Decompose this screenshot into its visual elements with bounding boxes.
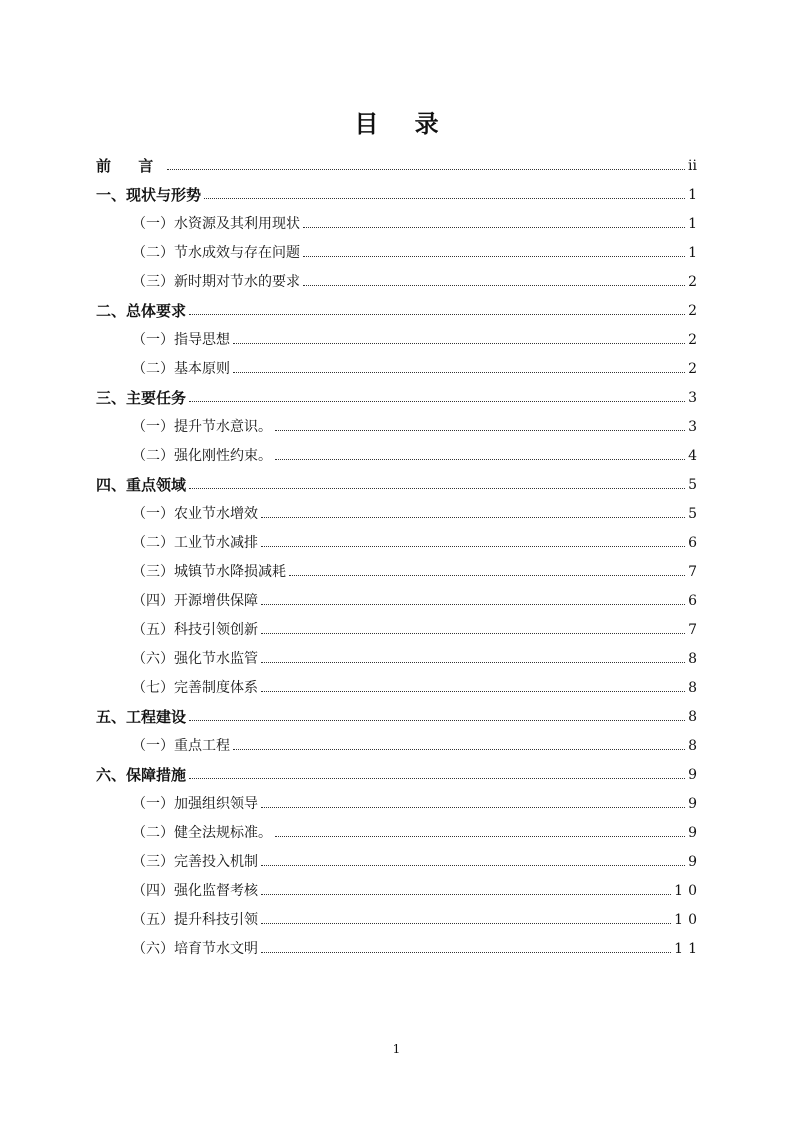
toc-entry-label: （五）提升科技引领 <box>132 912 258 928</box>
toc-entry-page: 6 <box>688 535 697 551</box>
toc-dot-leader <box>261 662 685 663</box>
toc-dot-leader <box>303 227 685 228</box>
toc-entry[interactable] <box>96 846 697 875</box>
toc-entry-page: ii <box>688 158 697 174</box>
toc-dot-leader <box>189 720 685 721</box>
toc-dot-leader <box>167 169 685 170</box>
toc-entry[interactable] <box>96 295 697 324</box>
toc-entry-page: 3 <box>688 419 697 435</box>
toc-entry-label: （二）节水成效与存在问题 <box>132 245 300 261</box>
toc-entry-page: 8 <box>688 738 697 754</box>
toc-entry[interactable] <box>96 585 697 614</box>
toc-entry-label: 四、重点领域 <box>96 476 187 494</box>
toc-entry-page: 5 <box>688 477 697 493</box>
toc-entry[interactable] <box>96 701 697 730</box>
toc-entry-page: 4 <box>688 448 697 464</box>
toc-entry-label: （一）水资源及其利用现状 <box>132 216 300 232</box>
toc-entry[interactable] <box>96 498 697 527</box>
toc-dot-leader <box>233 343 685 344</box>
toc-dot-leader <box>189 488 685 489</box>
toc-dot-leader <box>189 401 685 402</box>
toc-entry-page: 9 <box>688 796 697 812</box>
toc-entry-label: （四）开源增供保障 <box>132 593 258 609</box>
toc-entry[interactable] <box>96 353 697 382</box>
toc-entry[interactable] <box>96 411 697 440</box>
toc-dot-leader <box>189 778 685 779</box>
toc-entry[interactable] <box>96 904 702 933</box>
toc-entry[interactable] <box>96 933 702 962</box>
toc-dot-leader <box>233 749 685 750</box>
toc-entry-label: （六）培育节水文明 <box>132 941 258 957</box>
toc-entry[interactable] <box>96 527 697 556</box>
toc-dot-leader <box>261 894 671 895</box>
toc-entry-label: （一）加强组织领导 <box>132 796 258 812</box>
toc-entry-label: 五、工程建设 <box>96 708 187 726</box>
toc-dot-leader <box>261 604 685 605</box>
toc-dot-leader <box>275 430 685 431</box>
toc-entry-label: （一）农业节水增效 <box>132 506 258 522</box>
toc-entry[interactable] <box>96 179 697 208</box>
toc-entry-page: 7 <box>688 622 697 638</box>
toc-dot-leader <box>261 952 671 953</box>
toc-entry-page: 10 <box>674 912 702 928</box>
toc-entry[interactable] <box>96 150 697 179</box>
toc-entry-label: 六、保障措施 <box>96 766 187 784</box>
toc-entry[interactable] <box>96 237 697 266</box>
page-title: 目 录 <box>354 110 453 138</box>
toc-entry-page: 8 <box>688 680 697 696</box>
toc-entry[interactable] <box>96 556 697 585</box>
toc-entry-page: 5 <box>688 506 697 522</box>
toc-entry-page: 2 <box>688 332 697 348</box>
toc-entry-label: （五）科技引领创新 <box>132 622 258 638</box>
toc-entry-label: 一、现状与形势 <box>96 186 202 204</box>
toc-entry-page: 9 <box>688 854 697 870</box>
toc-entry[interactable] <box>96 672 697 701</box>
toc-entry-page: 1 <box>688 187 697 203</box>
toc-dot-leader <box>261 807 685 808</box>
toc-entry-label: （四）强化监督考核 <box>132 883 258 899</box>
toc-dot-leader <box>275 459 685 460</box>
toc-entry-label: （三）完善投入机制 <box>132 854 258 870</box>
toc-entry-page: 1 <box>688 245 697 261</box>
toc-entry-page: 1 <box>688 216 697 232</box>
toc-entry-page: 8 <box>688 709 697 725</box>
toc-dot-leader <box>303 256 685 257</box>
toc-entry[interactable] <box>96 324 697 353</box>
toc-entry-label: （一）指导思想 <box>132 332 230 348</box>
toc-entry-label: 前 言 <box>96 157 165 175</box>
toc-dot-leader <box>189 314 685 315</box>
toc-entry[interactable] <box>96 730 697 759</box>
toc-entry-label: （二）健全法规标准。 <box>132 825 272 841</box>
toc-entry[interactable] <box>96 788 697 817</box>
toc-dot-leader <box>289 575 685 576</box>
toc-entry-page: 9 <box>688 825 697 841</box>
toc-entry[interactable] <box>96 469 697 498</box>
toc-entry-label: （六）强化节水监管 <box>132 651 258 667</box>
toc-entry-page: 2 <box>688 303 697 319</box>
toc-dot-leader <box>261 517 685 518</box>
toc-entry-label: （三）新时期对节水的要求 <box>132 274 300 290</box>
toc-entry-label: （三）城镇节水降损减耗 <box>132 564 286 580</box>
toc-entry-page: 2 <box>688 361 697 377</box>
toc-entry-page: 10 <box>674 883 702 899</box>
toc-entry[interactable] <box>96 614 697 643</box>
toc-dot-leader <box>275 836 685 837</box>
toc-entry[interactable] <box>96 643 697 672</box>
toc-entry-label: （二）基本原则 <box>132 361 230 377</box>
toc-entry-page: 3 <box>688 390 697 406</box>
toc-entry-label: （七）完善制度体系 <box>132 680 258 696</box>
toc-entry-page: 6 <box>688 593 697 609</box>
toc-dot-leader <box>204 198 685 199</box>
toc-entry-page: 8 <box>688 651 697 667</box>
toc-entry-page: 7 <box>688 564 697 580</box>
toc-dot-leader <box>261 923 671 924</box>
footer-page-number: 1 <box>392 1042 401 1056</box>
toc-entry-label: （一）重点工程 <box>132 738 230 754</box>
toc-entry-label: （二）强化刚性约束。 <box>132 448 272 464</box>
toc-entry-label: 三、主要任务 <box>96 389 187 407</box>
toc-entry[interactable] <box>96 208 697 237</box>
toc-entry[interactable] <box>96 440 697 469</box>
toc-entry[interactable] <box>96 817 697 846</box>
toc-entry-label: 二、总体要求 <box>96 302 187 320</box>
toc-dot-leader <box>303 285 685 286</box>
table-of-contents <box>96 150 702 962</box>
toc-entry[interactable] <box>96 759 697 788</box>
toc-entry-page: 2 <box>688 274 697 290</box>
toc-entry[interactable] <box>96 266 697 295</box>
toc-dot-leader <box>261 865 685 866</box>
toc-entry-page: 9 <box>688 767 697 783</box>
toc-dot-leader <box>261 546 685 547</box>
toc-dot-leader <box>261 691 685 692</box>
toc-entry-label: （一）提升节水意识。 <box>132 419 272 435</box>
toc-entry-label: （二）工业节水减排 <box>132 535 258 551</box>
toc-entry[interactable] <box>96 875 702 904</box>
toc-dot-leader <box>233 372 685 373</box>
toc-entry[interactable] <box>96 382 697 411</box>
toc-dot-leader <box>261 633 685 634</box>
toc-entry-page: 11 <box>674 941 702 957</box>
